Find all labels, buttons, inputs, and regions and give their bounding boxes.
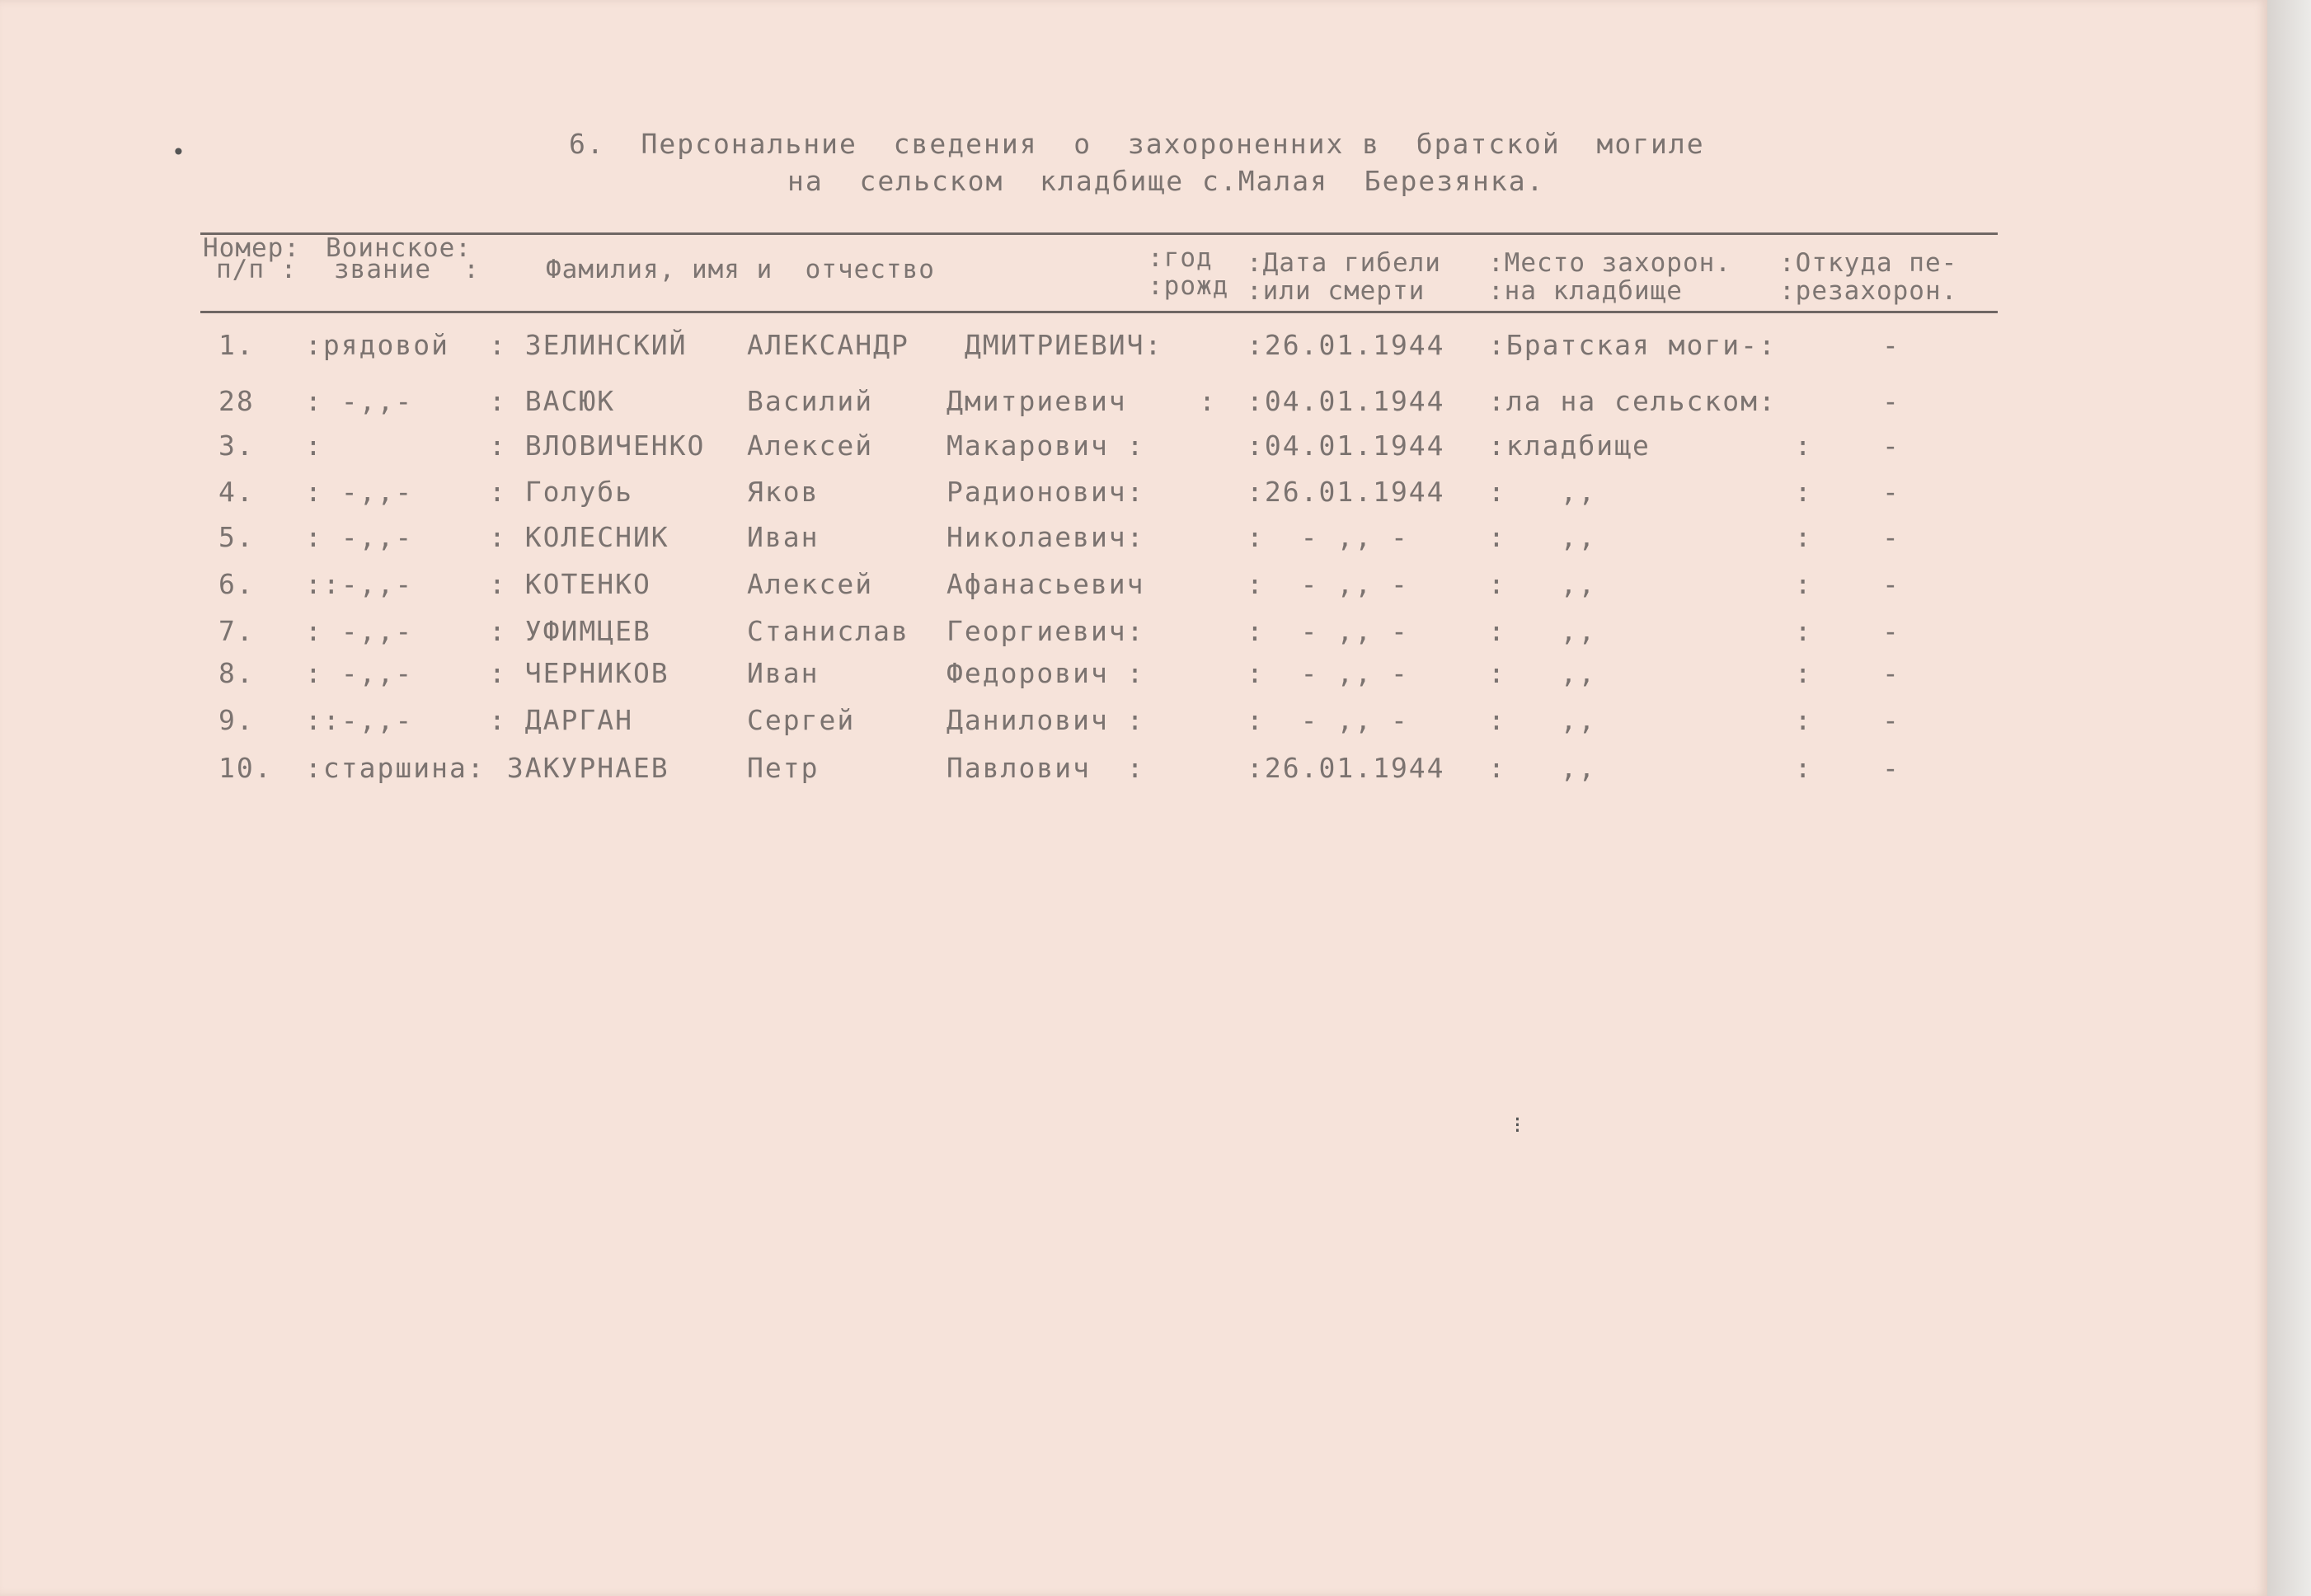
row-reburied-from: - — [1882, 430, 1900, 462]
row-date-of-death: :04.01.1944 — [1247, 430, 1445, 462]
scanner-background — [2267, 0, 2311, 1596]
row-reburied-from: - — [1882, 521, 1900, 553]
row-number: 7. — [218, 615, 255, 647]
table-row — [0, 570, 2267, 610]
row-number: 4. — [218, 476, 255, 508]
row-first-name: Петр — [747, 752, 820, 784]
col-header-number-1: Номер: — [203, 233, 300, 263]
row-burial-place: : ,, : — [1488, 752, 1813, 784]
col-header-rank-1: Воинское: — [326, 233, 472, 263]
row-number: 28 — [218, 385, 255, 417]
row-reburied-from: - — [1882, 657, 1900, 689]
table-row — [0, 331, 2267, 371]
col-header-name: Фамилия, имя и отчество — [546, 255, 935, 284]
row-burial-place: :ла на сельском: — [1488, 385, 1777, 417]
row-first-name: Алексей — [747, 568, 874, 600]
row-rank: : -,,- — [305, 476, 414, 508]
col-header-date-1: :Дата гибели — [1247, 248, 1441, 278]
row-reburied-from: - — [1882, 476, 1900, 508]
row-rank: : — [305, 430, 323, 462]
row-surname: ЗАКУРНАЕВ — [489, 752, 669, 784]
row-first-name: Иван — [747, 657, 820, 689]
row-surname: : ВАСЮК — [489, 385, 616, 417]
table-row — [0, 523, 2267, 563]
col-header-rank-2: звание : — [334, 255, 480, 284]
row-rank: :старшина: — [305, 752, 486, 784]
row-date-of-death: : - ,, - — [1247, 568, 1409, 600]
row-date-of-death: : - ,, - — [1247, 704, 1409, 736]
row-reburied-from: - — [1882, 329, 1900, 361]
row-first-name: Василий — [747, 385, 874, 417]
row-number: 8. — [218, 657, 255, 689]
row-patronymic: Макарович : — [946, 430, 1145, 462]
row-date-of-death: : - ,, - — [1247, 657, 1409, 689]
row-first-name: Яков — [747, 476, 820, 508]
row-date-of-death: :26.01.1944 — [1247, 752, 1445, 784]
table-row — [0, 754, 2267, 794]
row-date-of-death: :04.01.1944 — [1247, 385, 1445, 417]
row-burial-place: :Братская моги-: — [1488, 329, 1777, 361]
margin-mark: • — [171, 138, 186, 166]
col-header-date-2: :или смерти — [1247, 276, 1426, 306]
row-patronymic: Павлович : — [946, 752, 1145, 784]
row-date-of-death: :26.01.1944 — [1247, 476, 1445, 508]
row-first-name: Иван — [747, 521, 820, 553]
col-header-from-1: :Откуда пе- — [1779, 248, 1958, 278]
row-patronymic: Федорович : — [946, 657, 1145, 689]
table-row — [0, 657, 2267, 699]
row-rank: : -,,- — [305, 657, 414, 689]
row-number: 3. — [218, 430, 255, 462]
row-patronymic: Георгиевич: — [946, 615, 1145, 647]
col-header-place-2: :на кладбище — [1488, 276, 1683, 306]
row-reburied-from: - — [1882, 615, 1900, 647]
row-number: 1. — [218, 329, 255, 361]
row-rank: ::-,,- — [305, 704, 414, 736]
col-header-place-1: :Место захорон. — [1488, 248, 1731, 278]
table-row — [0, 387, 2267, 427]
table-row — [0, 617, 2267, 657]
document-title-line-1: 6. Персональние сведения о захороненних в братской могиле — [569, 128, 1705, 160]
row-reburied-from: - — [1882, 704, 1900, 736]
row-burial-place: : ,, : — [1488, 657, 1813, 689]
row-burial-place: : ,, : — [1488, 568, 1813, 600]
header-bottom-rule — [200, 311, 1998, 313]
row-patronymic: ДМИТРИЕВИЧ: — [946, 329, 1163, 361]
row-first-name: АЛЕКСАНДР — [747, 329, 909, 361]
margin-mark: ⁝ — [1514, 1111, 1521, 1138]
row-reburied-from: - — [1882, 385, 1900, 417]
col-header-year-1: :год — [1148, 243, 1213, 273]
row-burial-place: : ,, : — [1488, 615, 1813, 647]
table-row — [0, 706, 2267, 746]
row-rank: : -,,- — [305, 521, 414, 553]
row-patronymic: Данилович : — [946, 704, 1145, 736]
row-burial-place: : ,, : — [1488, 521, 1813, 553]
row-burial-place: : ,, : — [1488, 704, 1813, 736]
row-reburied-from: - — [1882, 568, 1900, 600]
table-row — [0, 432, 2267, 472]
table-row — [0, 478, 2267, 518]
col-header-from-2: :резахорон. — [1779, 276, 1958, 306]
row-surname: : УФИМЦЕВ — [489, 615, 651, 647]
row-patronymic: Радионович: — [946, 476, 1145, 508]
row-number: 5. — [218, 521, 255, 553]
row-rank: ::-,,- — [305, 568, 414, 600]
row-rank: : -,,- — [305, 385, 414, 417]
row-first-name: Сергей — [747, 704, 856, 736]
document-title-line-2: на сельском кладбище с.Малая Березянка. — [787, 165, 1545, 197]
row-rank: : -,,- — [305, 615, 414, 647]
row-patronymic: Афанасьевич — [946, 568, 1145, 600]
col-header-year-2: :рожд — [1148, 271, 1229, 301]
row-surname: : КОЛЕСНИК — [489, 521, 669, 553]
row-patronymic: Николаевич: — [946, 521, 1145, 553]
row-burial-place: : ,, : — [1488, 476, 1813, 508]
row-date-of-death: : - ,, - — [1247, 615, 1409, 647]
row-surname: : КОТЕНКО — [489, 568, 651, 600]
row-first-name: Алексей — [747, 430, 874, 462]
row-date-of-death: :26.01.1944 — [1247, 329, 1445, 361]
row-surname: : Голубь — [489, 476, 633, 508]
row-surname: : ЗЕЛИНСКИЙ — [489, 329, 688, 361]
row-surname: : ВЛОВИЧЕНКО — [489, 430, 706, 462]
row-patronymic: Дмитриевич : — [946, 385, 1218, 417]
row-burial-place: :кладбище : — [1488, 430, 1813, 462]
row-surname: : ЧЕРНИКОВ — [489, 657, 669, 689]
row-date-of-death: : - ,, - — [1247, 521, 1409, 553]
row-rank: :рядовой — [305, 329, 449, 361]
row-number: 9. — [218, 704, 255, 736]
col-header-number-2: п/п : — [216, 255, 298, 284]
row-number: 6. — [218, 568, 255, 600]
row-first-name: Станислав — [747, 615, 909, 647]
row-number: 10. — [218, 752, 273, 784]
row-reburied-from: - — [1882, 752, 1900, 784]
row-surname: : ДАРГАН — [489, 704, 633, 736]
